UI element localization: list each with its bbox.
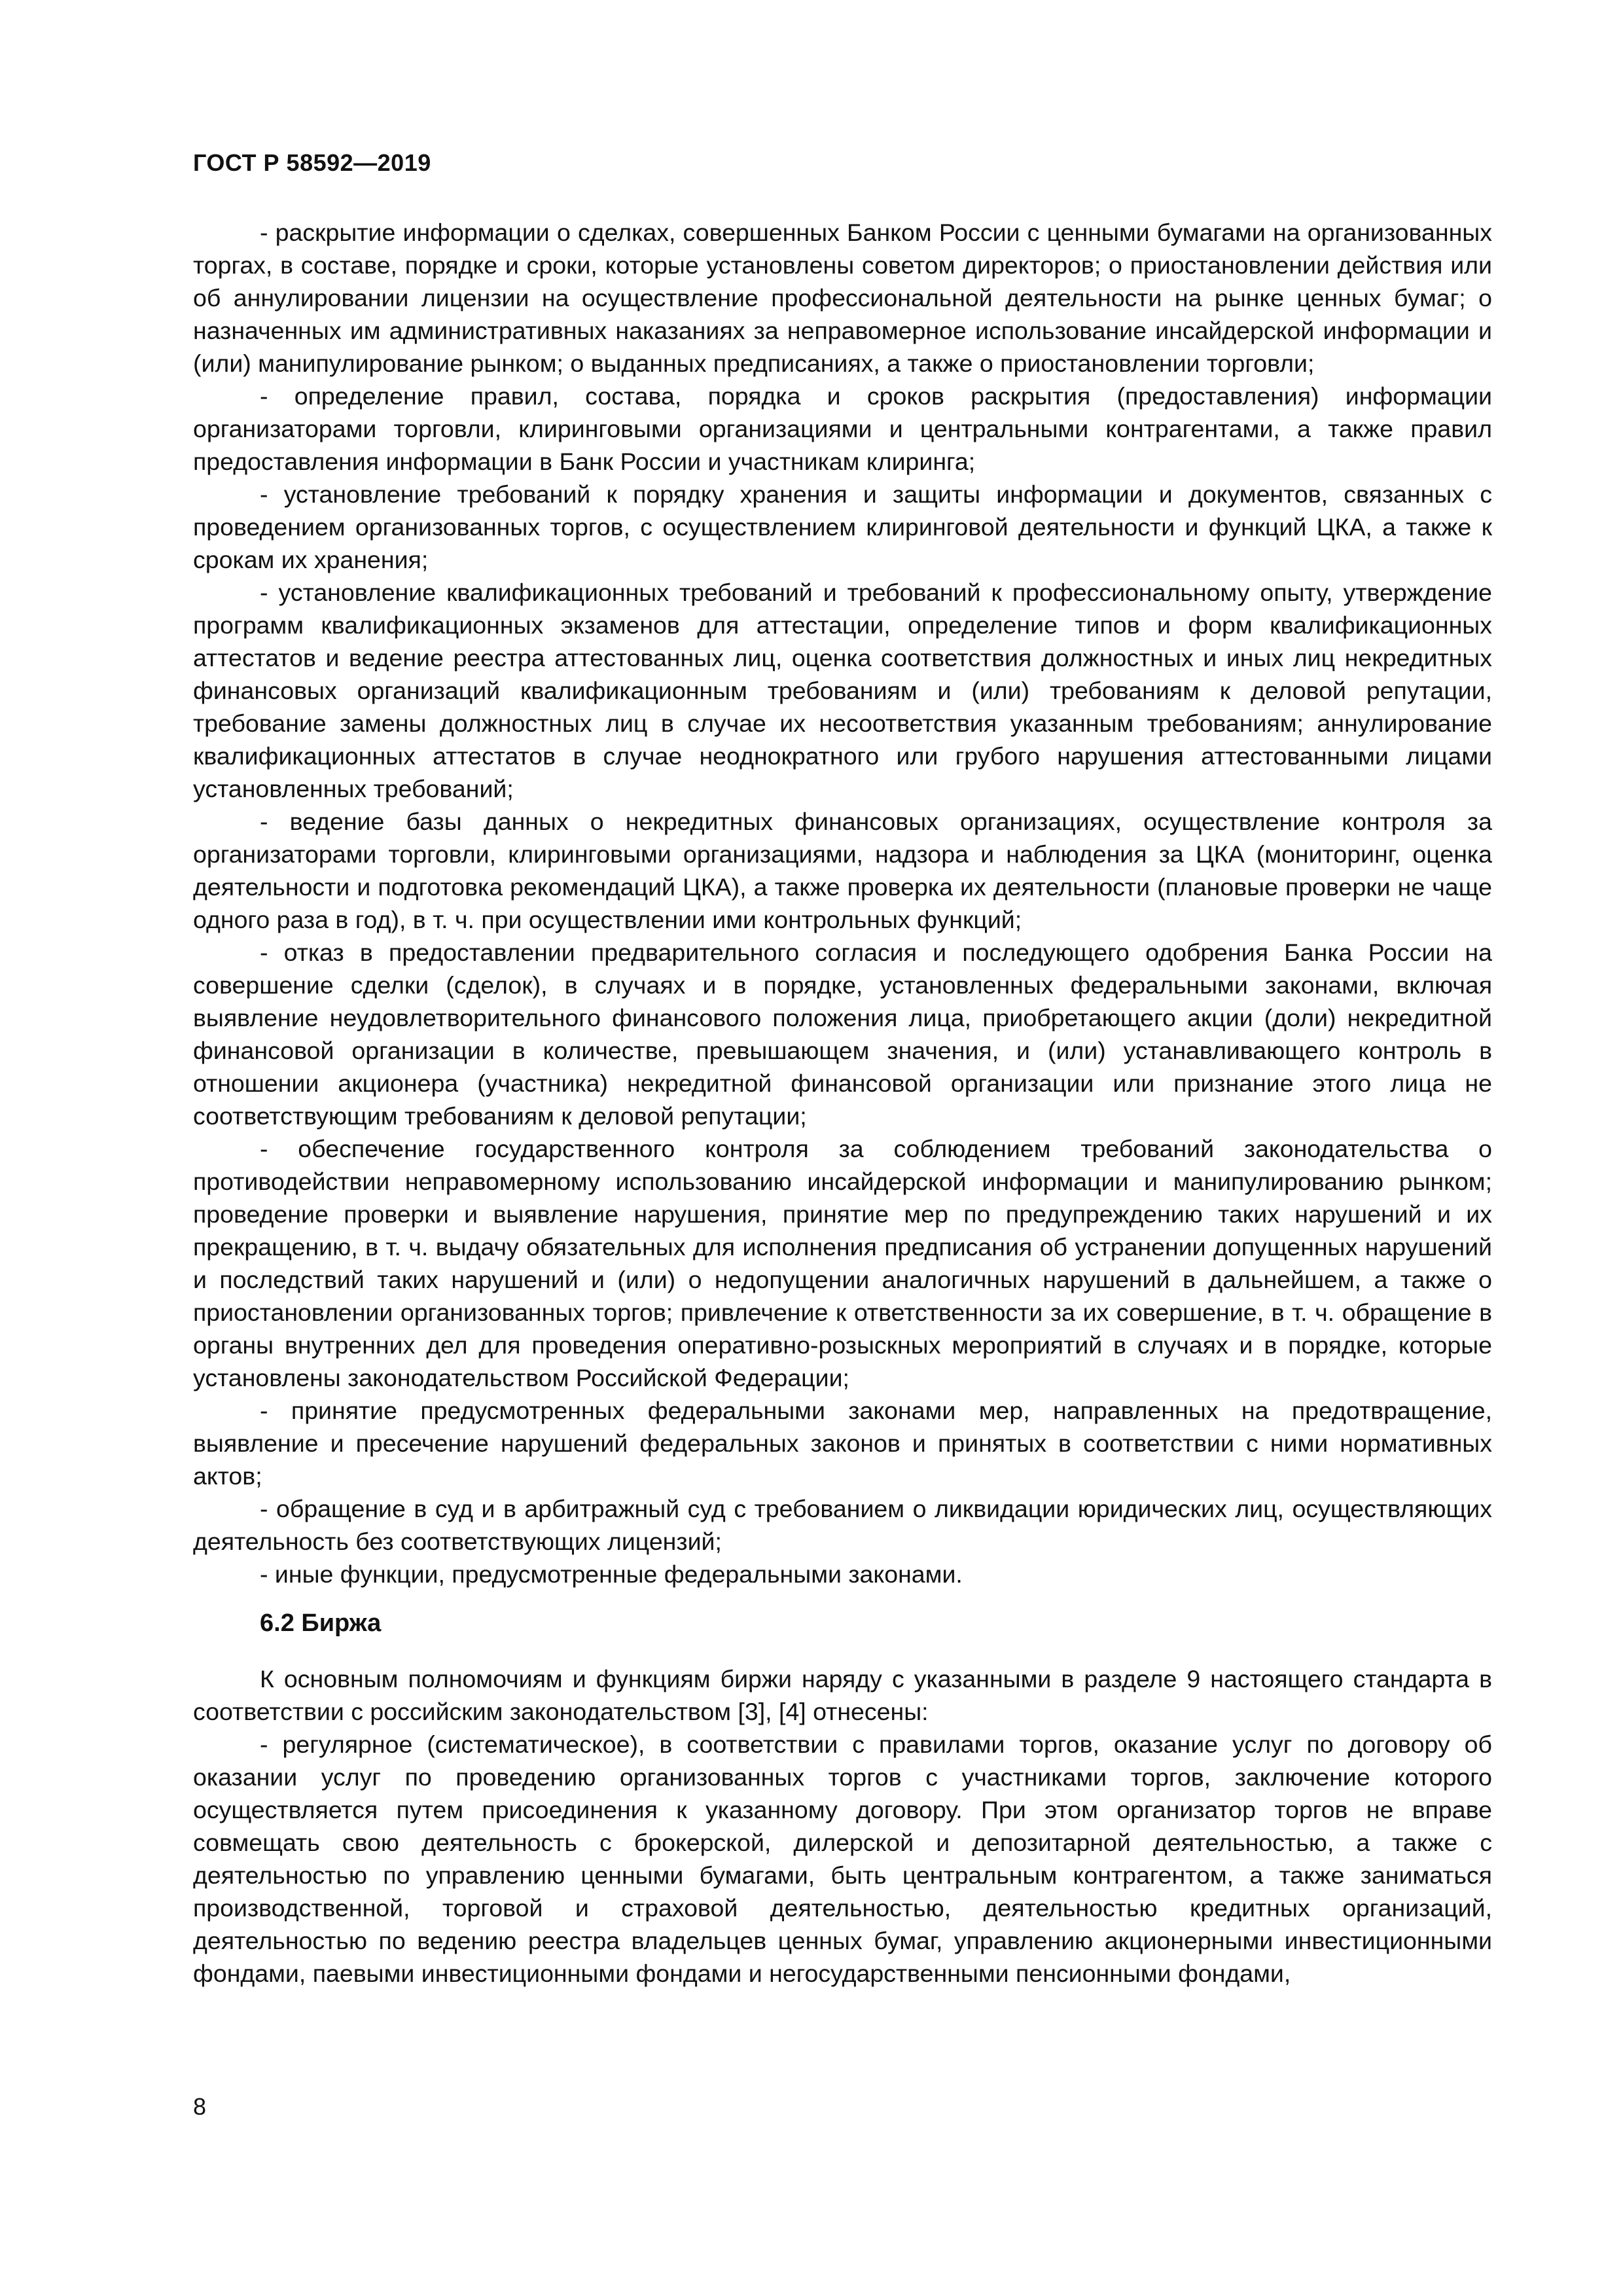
list-item: - иные функции, предусмотренные федеральными законами.: [260, 1560, 963, 1588]
section-intro: К основным полномочиям и функциям биржи наряду с указанными в разделе 9 настоящего стандарта в соответствии с российским законодательством [3], [4] отнесены:: [193, 1665, 1492, 1725]
list-item: - принятие предусмотренных федеральными законами мер, направленных на предотвращение, выявление и пресечение нарушений федеральных законов и принятых в соответствии с ними нормативных актов;: [193, 1397, 1492, 1490]
list-item: - регулярное (систематическое), в соответствии с правилами торгов, оказание услуг по договору об оказании услуг по проведению организованных торгов с участниками торгов, заключение которого осуществляется путем присоединения к указанному договору. При этом организатор торгов не вправе совмещать свою деятельность с брокерской, дилерской и депозитарной деятельностью, а также с деятельностью по управлению ценными бумагами, быть центральным контрагентом, а также заниматься производственной, торговой и страховой деятельностью, деятельностью кредитных организаций, деятельностью по ведению реестра владельцев ценных бумаг, управлению акционерными инвестиционными фондами, паевыми инвестиционными фондами и негосударственными пенсионными фондами,: [193, 1731, 1492, 1987]
list-item: - отказ в предоставлении предварительного согласия и последующего одобрения Банка России на совершение сделки (сделок), в случаях и в порядке, установленных федеральными законами, включая выявление неудовлетворительного финансового положения лица, приобретающего акции (доли) некредитной финансовой организации в количестве, превышающем значения, и (или) устанавливающего контроль в отношении акционера (участника) некредитной финансовой организации или признание этого лица не соответствующим требованиям к деловой репутации;: [193, 939, 1492, 1130]
list-item: - обеспечение государственного контроля за соблюдением требований законодательства о противодействии неправомерному использованию инсайдерской информации и манипулированию рынком; проведение проверки и выявление нарушения, принятие мер по предупреждению таких нарушений и их прекращению, в т. ч. выдачу обязательных для исполнения предписания об устранении допущенных нарушений и последствий таких нарушений и (или) о недопущении аналогичных нарушений в дальнейшем, а также о приостановлении организованных торгов; привлечение к ответственности за их совершение, в т. ч. обращение в органы внутренних дел для проведения оперативно-розыскных мероприятий в случаях и в порядке, которые установлены законодательством Российской Федерации;: [193, 1135, 1492, 1391]
document-body: [193, 216, 1492, 1990]
list-item: - раскрытие информации о сделках, совершенных Банком России с ценными бумагами на организованных торгах, в составе, порядке и сроки, которые установлены советом директоров; о приостановлении действия или об аннулировании лицензии на осуществление профессиональной деятельности на рынке ценных бумаг; о назначенных им административных наказаниях за неправомерное использование инсайдерской информации и (или) манипулирование рынком; о выданных предписаниях, а также о приостановлении торговли;: [193, 219, 1492, 377]
list-item: - установление требований к порядку хранения и защиты информации и документов, связанных с проведением организованных торгов, с осуществлением клиринговой деятельности и функций ЦКА, а также к срокам их хранения;: [193, 480, 1492, 573]
list-item: - установление квалификационных требований и требований к профессиональному опыту, утверждение программ квалификационных экзаменов для аттестации, определение типов и форм квалификационных аттестатов и ведение реестра аттестованных лиц, оценка соответствия должностных и иных лиц некредитных финансовых организаций квалификационным требованиям и (или) требованиям к деловой репутации, требование замены должностных лиц в случае их несоответствия указанным требованиям; аннулирование квалификационных аттестатов в случае неоднократного или грубого нарушения аттестованными лицами установленных требований;: [193, 579, 1492, 802]
section-heading: 6.2 Биржа: [260, 1609, 382, 1637]
list-item: - ведение базы данных о некредитных финансовых организациях, осуществление контроля за организаторами торговли, клиринговыми организациями, надзора и наблюдения за ЦКА (мониторинг, оценка деятельности и подготовка рекомендаций ЦКА), а также проверка их деятельности (плановые проверки не чаще одного раза в год), в т. ч. при осуществлении ими контрольных функций;: [193, 808, 1492, 933]
document-header: ГОСТ Р 58592—2019: [193, 149, 431, 176]
page-number: 8: [193, 2093, 207, 2120]
list-item: - определение правил, состава, порядка и сроков раскрытия (предоставления) информации организаторами торговли, клиринговыми организациями и центральными контрагентами, а также правил предоставления информации в Банк России и участникам клиринга;: [193, 382, 1492, 475]
list-item: - обращение в суд и в арбитражный суд с требованием о ликвидации юридических лиц, осуществляющих деятельность без соответствующих лицензий;: [193, 1495, 1492, 1555]
